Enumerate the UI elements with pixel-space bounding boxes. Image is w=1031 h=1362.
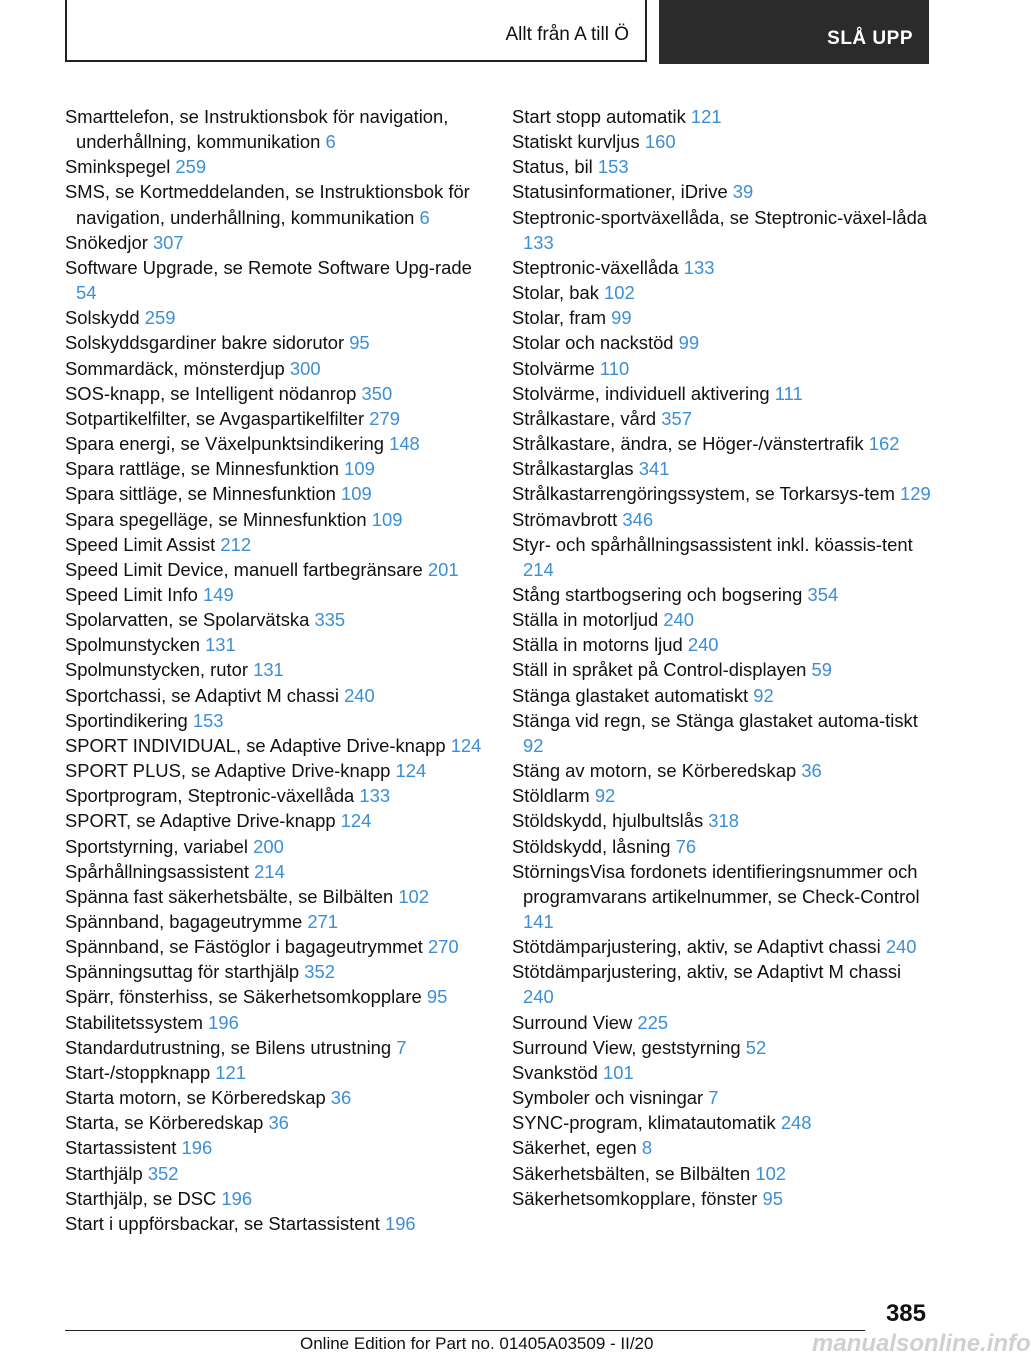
page-link[interactable]: 240 [885, 936, 917, 958]
footer-divider [65, 1330, 865, 1331]
index-entry [512, 305, 932, 330]
entry-text: Stabilitetssystem [65, 1011, 203, 1033]
page-link[interactable]: 133 [359, 785, 391, 807]
page-link[interactable]: 111 [774, 382, 803, 404]
entry-text: Stänga glastaket automatiskt [512, 684, 749, 706]
index-entry [65, 154, 495, 179]
page-link[interactable]: 8 [641, 1137, 653, 1159]
page-link[interactable]: 36 [330, 1087, 352, 1109]
index-entry [512, 607, 932, 632]
page-link[interactable]: 141 [523, 911, 554, 932]
entry-text: Solskydd [65, 307, 140, 329]
page-link[interactable]: 7 [396, 1036, 407, 1058]
page-link[interactable]: 124 [340, 810, 372, 832]
index-entry [65, 1035, 495, 1060]
index-entry [512, 1010, 932, 1035]
index-entry [65, 381, 495, 406]
page-link[interactable]: 52 [745, 1036, 767, 1058]
index-entry [65, 330, 495, 355]
page-number: 385 [885, 1300, 926, 1327]
page-link[interactable]: 7 [708, 1087, 719, 1109]
entry-text: Starta motorn, se Körberedskap [65, 1087, 326, 1109]
index-entry [65, 1135, 495, 1160]
page-link[interactable]: 133 [683, 256, 715, 278]
entry-text: Speed Limit Info [65, 583, 198, 605]
page-link[interactable]: 300 [289, 357, 321, 379]
header-tabs [65, 0, 929, 64]
page-link[interactable]: 92 [594, 785, 616, 807]
entry-text: Stolvärme [512, 357, 595, 379]
entry-text: Smarttelefon, se Instruktionsbok för navigation, underhållning, kommunikation [65, 106, 454, 153]
page-link[interactable]: 214 [254, 860, 285, 882]
index-entry [65, 1060, 495, 1085]
entry-text: Start stopp automatik [512, 106, 686, 127]
index-entry [512, 330, 932, 355]
index-entry [65, 934, 495, 959]
index-entry [65, 1186, 495, 1211]
entry-text: Starthjälp, se DSC [65, 1187, 217, 1209]
entry-text: SPORT PLUS, se Adaptive Drive-knapp [65, 760, 391, 782]
page-link[interactable]: 95 [349, 332, 370, 354]
entry-text: Spännband, se Fästöglor i bagageutrymmet [65, 936, 423, 958]
entry-text: Spårhållningsassistent [65, 860, 250, 882]
entry-text: SMS, se Kortmeddelanden, se Instruktionsbok för navigation, underhållning, kommunikation [65, 181, 475, 228]
page-link[interactable]: 271 [307, 911, 339, 932]
entry-text: Snökedjor [65, 231, 148, 253]
page-link[interactable]: 102 [604, 282, 635, 304]
index-entry [65, 683, 495, 708]
entry-text: Speed Limit Assist [65, 533, 216, 555]
index-entry [65, 984, 495, 1009]
entry-text: Styr- och spårhållningsassistent inkl. köassis‐tent [512, 533, 913, 555]
page-link[interactable]: 39 [732, 181, 754, 203]
entry-text: Sommardäck, mönsterdjup [65, 357, 285, 379]
page-link[interactable]: 248 [780, 1112, 812, 1134]
page-link[interactable]: 357 [661, 407, 692, 429]
index-entry [65, 481, 495, 506]
index-entry [65, 884, 495, 909]
page-link[interactable]: 129 [900, 483, 931, 505]
index-column-left [65, 104, 495, 1236]
entry-text: Spolarvatten, se Spolarvätska [65, 609, 310, 631]
index-entry [65, 834, 495, 859]
index-entry [512, 859, 932, 934]
index-entry [65, 179, 495, 229]
index-entry [512, 154, 932, 179]
index-entry [512, 481, 932, 506]
page-link[interactable]: 124 [395, 760, 427, 782]
entry-text: StörningsVisa fordonets identifieringsnummer och programvarans artikelnummer, se Check-Control [512, 860, 923, 907]
entry-text: Steptronic-växellåda [512, 256, 679, 278]
page-link[interactable]: 196 [181, 1137, 213, 1159]
entry-text: Stolar, bak [512, 282, 599, 304]
page-link[interactable]: 110 [599, 357, 630, 379]
index-entry [512, 507, 932, 532]
index-entry [65, 255, 495, 305]
page-link[interactable]: 109 [371, 508, 403, 530]
index-entry [65, 607, 495, 632]
entry-text: Startassistent [65, 1137, 177, 1159]
page-link[interactable]: 160 [644, 131, 676, 153]
index-entry [512, 381, 932, 406]
page-link[interactable]: 76 [675, 835, 697, 857]
page-link[interactable]: 102 [398, 885, 429, 907]
page-link[interactable]: 121 [215, 1061, 246, 1083]
page-link[interactable]: 259 [144, 307, 176, 329]
entry-text: Speed Limit Device, manuell fartbegränsare [65, 558, 423, 580]
entry-text: Solskyddsgardiner bakre sidorutor [65, 332, 345, 354]
index-entry [65, 1010, 495, 1035]
entry-text: Surround View, geststyrning [512, 1036, 741, 1058]
watermark: manualsonline.info [812, 1330, 1031, 1357]
entry-text: Standardutrustning, se Bilens utrustning [65, 1036, 392, 1058]
entry-text: Steptronic-sportväxellåda, se Steptronic-växel‐låda [512, 206, 928, 228]
entry-text: SOS-knapp, se Intelligent nödanrop [65, 382, 357, 404]
index-entry [512, 280, 932, 305]
index-entry [65, 356, 495, 381]
entry-text: Stolvärme, individuell aktivering [512, 382, 770, 404]
entry-text: Säkerhet, egen [512, 1137, 637, 1159]
entry-text: Spänna fast säkerhetsbälte, se Bilbälten [65, 885, 394, 907]
page-link[interactable]: 101 [603, 1061, 634, 1083]
entry-text: SYNC-program, klimatautomatik [512, 1112, 776, 1134]
entry-text: Starthjälp [65, 1162, 143, 1184]
index-entry [65, 507, 495, 532]
entry-text: Spänningsuttag för starthjälp [65, 961, 300, 983]
index-entry [512, 406, 932, 431]
index-entry [65, 959, 495, 984]
page-link[interactable]: 109 [341, 483, 372, 505]
page-link[interactable]: 92 [753, 684, 774, 706]
index-entry [65, 557, 495, 582]
entry-text: Status, bil [512, 156, 593, 178]
page-link[interactable]: 240 [344, 684, 375, 706]
index-column-right [512, 104, 932, 1211]
entry-text: Stöldskydd, låsning [512, 835, 671, 857]
index-entry [65, 406, 495, 431]
index-entry [512, 632, 932, 657]
index-entry [512, 179, 932, 204]
entry-text: SPORT, se Adaptive Drive-knapp [65, 810, 336, 832]
entry-text: Ställ in språket på Control-displayen [512, 659, 807, 681]
entry-text: Spärr, fönsterhiss, se Säkerhetsomkopplare [65, 986, 422, 1008]
lookup-tab[interactable] [659, 0, 929, 64]
page-link[interactable]: 196 [221, 1187, 253, 1209]
index-entry [512, 1110, 932, 1135]
page-link[interactable]: 6 [325, 131, 336, 153]
page-link[interactable]: 95 [426, 986, 448, 1008]
page-link[interactable]: 196 [384, 1212, 416, 1234]
index-entry [512, 532, 932, 582]
page-link[interactable]: 318 [708, 810, 739, 832]
entry-text: Stöldlarm [512, 785, 590, 807]
page-link[interactable]: 307 [152, 231, 184, 253]
page-link[interactable]: 109 [344, 458, 375, 480]
entry-text: SPORT INDIVIDUAL, se Adaptive Drive-knapp [65, 734, 446, 756]
entry-text: Spolmunstycken, rutor [65, 659, 248, 681]
index-entry [512, 959, 932, 1009]
index-entry [65, 1211, 495, 1236]
entry-text: Ställa in motorns ljud [512, 634, 683, 656]
index-entry [512, 1060, 932, 1085]
page-link[interactable]: 153 [597, 156, 629, 178]
entry-text: Sportindikering [65, 709, 188, 731]
entry-text: Starta, se Körberedskap [65, 1112, 264, 1134]
page-link[interactable]: 212 [220, 533, 252, 555]
entry-text: Ställa in motorljud [512, 609, 659, 631]
entry-text: Stänga vid regn, se Stänga glastaket automa‐tiskt [512, 709, 918, 731]
index-entry [65, 909, 495, 934]
index-entry [65, 431, 495, 456]
index-entry [512, 1161, 932, 1186]
page-link[interactable]: 92 [523, 734, 544, 756]
entry-text: Stolar, fram [512, 307, 607, 329]
index-entry [65, 1161, 495, 1186]
index-entry [65, 456, 495, 481]
entry-text: Spara sittläge, se Minnesfunktion [65, 483, 336, 505]
page-link[interactable]: 352 [147, 1162, 179, 1184]
entry-text: Säkerhetsomkopplare, fönster [512, 1187, 758, 1209]
entry-text: Spännband, bagageutrymme [65, 911, 303, 932]
index-entry [65, 104, 495, 154]
page-link[interactable]: 59 [811, 659, 832, 681]
index-entry [512, 758, 932, 783]
entry-text: Sportprogram, Steptronic-växellåda [65, 785, 355, 807]
page-link[interactable]: 36 [801, 760, 822, 782]
page-link[interactable]: 162 [868, 433, 900, 455]
page-link[interactable]: 240 [523, 986, 554, 1008]
entry-text: Strålkastarglas [512, 458, 634, 480]
entry-text: Stötdämparjustering, aktiv, se Adaptivt chassi [512, 936, 881, 958]
index-entry [65, 1110, 495, 1135]
entry-text: Stolar och nackstöd [512, 332, 674, 354]
page-link[interactable]: 99 [611, 307, 632, 329]
entry-text: Statiskt kurvljus [512, 131, 640, 153]
section-tab-label: Allt från A till Ö [505, 24, 629, 45]
page-link[interactable]: 131 [205, 634, 236, 656]
page-link[interactable]: 95 [762, 1187, 783, 1209]
index-entry [65, 532, 495, 557]
page-link[interactable]: 121 [690, 106, 722, 127]
index-entry [512, 657, 932, 682]
entry-text: Säkerhetsbälten, se Bilbälten [512, 1162, 751, 1184]
page-link[interactable]: 240 [687, 634, 719, 656]
page-link[interactable]: 149 [203, 583, 234, 605]
index-entry [512, 205, 932, 255]
entry-text: Stäng av motorn, se Körberedskap [512, 760, 797, 782]
index-entry [512, 1035, 932, 1060]
index-entry [65, 733, 495, 758]
entry-text: Strålkastarrengöringssystem, se Torkarsys‐tem [512, 483, 895, 505]
index-entry [512, 808, 932, 833]
index-entry [512, 783, 932, 808]
index-entry [65, 758, 495, 783]
entry-text: Stång startbogsering och bogsering [512, 583, 803, 605]
entry-text: Spara energi, se Växelpunktsindikering [65, 433, 384, 455]
index-entry [512, 834, 932, 859]
page-link[interactable]: 36 [268, 1112, 289, 1134]
page-link[interactable]: 352 [304, 961, 335, 983]
index-entry [512, 431, 932, 456]
index-entry [65, 582, 495, 607]
entry-text: Svankstöd [512, 1061, 598, 1083]
entry-text: Software Upgrade, se Remote Software Upg‐rade [65, 256, 472, 278]
index-entry [65, 1085, 495, 1110]
entry-text: Sportchassi, se Adaptivt M chassi [65, 684, 339, 706]
page-link[interactable]: 124 [450, 734, 482, 756]
index-entry [65, 632, 495, 657]
entry-text: Start-/stoppknapp [65, 1061, 211, 1083]
page-link[interactable]: 335 [314, 609, 346, 631]
page-link[interactable]: 270 [427, 936, 459, 958]
page-link[interactable]: 200 [253, 835, 284, 857]
section-tab[interactable] [65, 0, 647, 62]
index-entry [65, 859, 495, 884]
index-entry [512, 683, 932, 708]
index-entry [512, 104, 932, 129]
entry-text: Stöldskydd, hjulbultslås [512, 810, 704, 832]
index-entry [512, 1135, 932, 1160]
entry-text: Spara rattläge, se Minnesfunktion [65, 458, 339, 480]
entry-text: Start i uppförsbackar, se Startassistent [65, 1212, 380, 1234]
page-link[interactable]: 54 [76, 282, 97, 304]
entry-text: Sminkspegel [65, 156, 171, 178]
page-link[interactable]: 240 [663, 609, 694, 631]
page-link[interactable]: 201 [427, 558, 459, 580]
page-link[interactable]: 214 [523, 558, 554, 580]
page-link[interactable]: 279 [369, 407, 400, 429]
index-entry [65, 783, 495, 808]
page-link[interactable]: 131 [253, 659, 284, 681]
index-entry [512, 1085, 932, 1110]
index-entry [512, 456, 932, 481]
page-link[interactable]: 225 [637, 1011, 669, 1033]
entry-text: Surround View [512, 1011, 633, 1033]
page-link[interactable]: 99 [678, 332, 700, 354]
index-entry [65, 657, 495, 682]
lookup-tab-label: SLÅ UPP [827, 28, 913, 49]
index-entry [65, 305, 495, 330]
index-entry [65, 230, 495, 255]
index-entry [512, 582, 932, 607]
page-link[interactable]: 341 [638, 458, 670, 480]
entry-text: Sotpartikelfilter, se Avgaspartikelfilter [65, 407, 365, 429]
index-entry [512, 255, 932, 280]
entry-text: Strålkastare, vård [512, 407, 657, 429]
entry-text: Stötdämparjustering, aktiv, se Adaptivt M chassi [512, 961, 902, 983]
footer-edition: Online Edition for Part no. 01405A03509 - II/20 [300, 1334, 654, 1353]
index-entry [512, 934, 932, 959]
entry-text: Strömavbrott [512, 508, 618, 530]
page-link[interactable]: 102 [755, 1162, 787, 1184]
page-link[interactable]: 259 [175, 156, 207, 178]
page-link[interactable]: 133 [523, 231, 554, 253]
index-entry [512, 708, 932, 758]
entry-text: Statusinformationer, iDrive [512, 181, 728, 203]
index-entry [512, 129, 932, 154]
page-link[interactable]: 6 [419, 206, 430, 228]
entry-text: Sportstyrning, variabel [65, 835, 248, 857]
page-link[interactable]: 350 [361, 382, 393, 404]
page-link[interactable]: 153 [192, 709, 224, 731]
page-link[interactable]: 354 [807, 583, 839, 605]
entry-text: Spara spegelläge, se Minnesfunktion [65, 508, 367, 530]
entry-text: Strålkastare, ändra, se Höger-/vänstertrafik [512, 433, 864, 455]
page-link[interactable]: 148 [389, 433, 420, 455]
index-entry [65, 708, 495, 733]
index-entry [512, 1186, 932, 1211]
page-link[interactable]: 196 [208, 1011, 239, 1033]
page-link[interactable]: 346 [622, 508, 654, 530]
index-entry [512, 356, 932, 381]
entry-text: Spolmunstycken [65, 634, 200, 656]
entry-text: Symboler och visningar [512, 1087, 704, 1109]
index-entry [65, 808, 495, 833]
